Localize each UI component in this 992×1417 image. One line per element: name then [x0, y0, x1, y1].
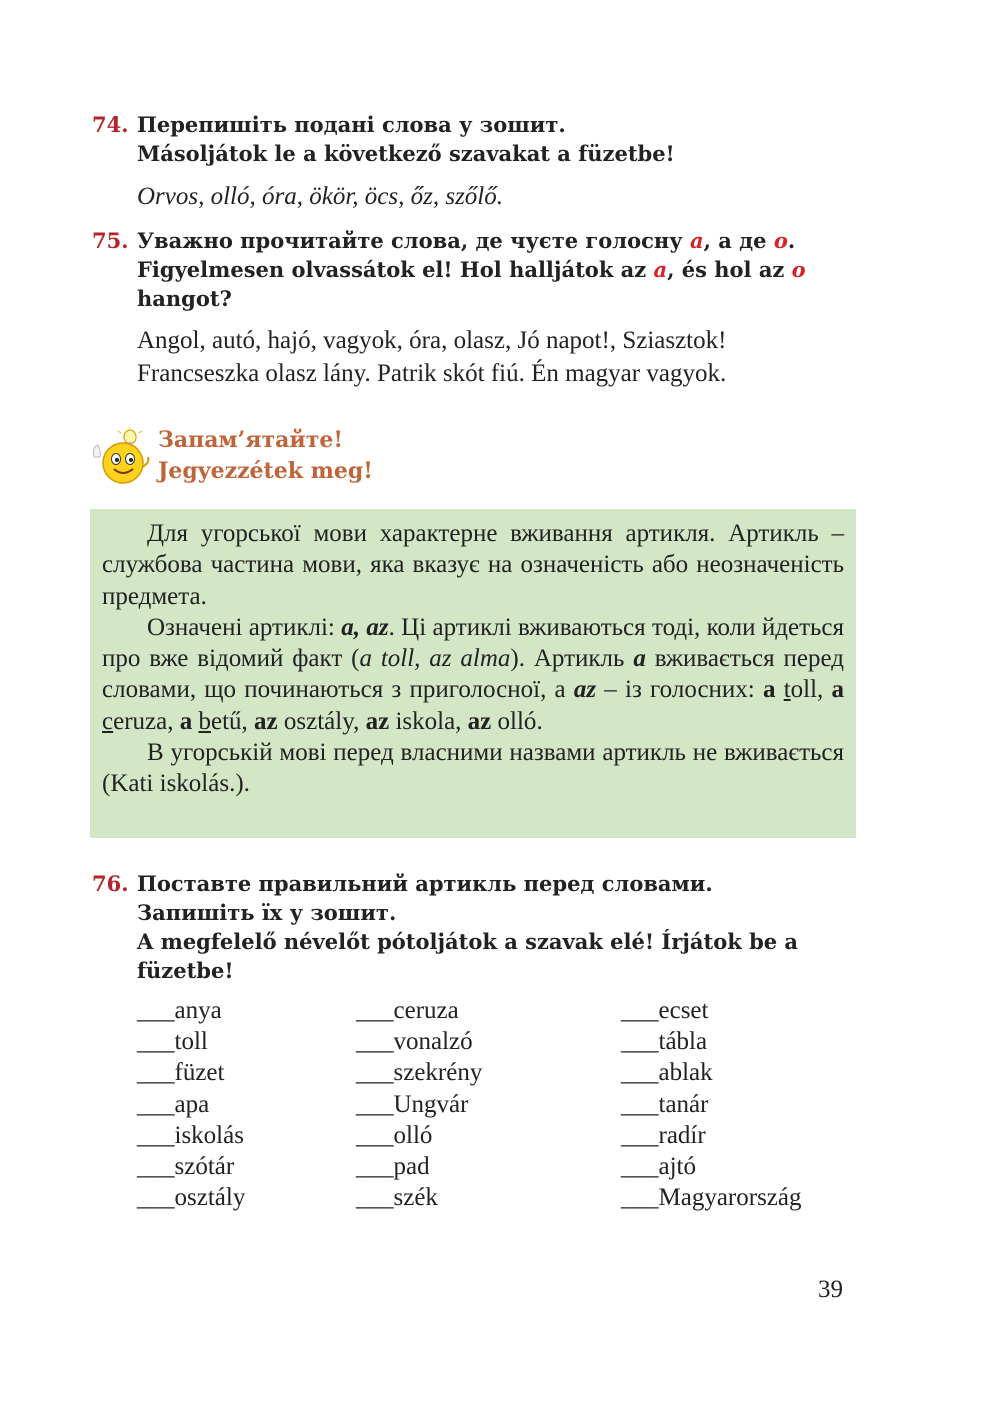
underlined-letter: c	[102, 707, 114, 735]
word-column-1	[137, 995, 245, 1213]
highlight-letter-o: o	[773, 228, 788, 253]
word-column-2	[356, 995, 482, 1213]
instruction-ukrainian-cont: Запишіть їх у зошит.	[137, 900, 397, 925]
rule-paragraph-2: Означені артиклі: a, az. Ці артиклі вживаються тоді, коли йдеться про вже відомий факт (a toll, az alma). Артикль a вживається перед словами, що починаються з приголосної, а az – із голосних: a toll, a ceruza, a betű, az osztály, az iskola, az olló.	[102, 613, 845, 735]
word-item: ___iskolás	[137, 1121, 244, 1149]
instruction-hungarian: Másoljátok le a következő szavakat a füzetbe!	[137, 141, 675, 166]
article-a: a	[633, 645, 646, 673]
text-part: , а де	[703, 228, 774, 253]
article-a: a	[179, 707, 193, 735]
word-item: ___Ungvár	[356, 1090, 469, 1118]
text-part: Уважно прочитайте слова, де чуєте голосну	[137, 228, 690, 253]
highlight-letter-a: a	[690, 228, 704, 253]
article-examples: a, az	[341, 613, 389, 641]
instruction-ukrainian: Поставте правильний артикль перед словами.	[137, 871, 713, 896]
word-item: ___osztály	[137, 1184, 246, 1212]
word-item: ___ajtó	[621, 1152, 696, 1180]
exercise-76-instructions	[92, 869, 852, 985]
word-item: ___olló	[356, 1121, 433, 1149]
text-part: etű	[210, 707, 242, 735]
text-line: Angol, autó, hajó, vagyok, óra, olasz, Jó napot!, Sziasztok!	[137, 327, 727, 354]
text-part: . Ці артиклі вживаються тоді, коли йдеться про вже відомий факт (	[102, 613, 845, 673]
remember-title-hungarian: Jegyezzétek meg!	[158, 458, 373, 484]
word-item: ___vonalzó	[356, 1028, 473, 1056]
remember-titles	[158, 425, 373, 487]
instruction-ukrainian	[137, 226, 852, 255]
text-part: osztály	[283, 707, 354, 735]
article-az: az	[573, 676, 597, 704]
text-part: .	[787, 228, 796, 253]
exercise-74-instructions	[92, 110, 852, 168]
instruction-hungarian-cont: füzetbe!	[137, 958, 234, 983]
article-az: az	[467, 707, 492, 735]
word-item: ___radír	[621, 1121, 706, 1149]
text-part: – із голосних:	[596, 676, 763, 704]
instruction-hungarian-cont: hangot?	[137, 286, 232, 311]
word-item: ___szótár	[137, 1152, 235, 1180]
word-item: ___anya	[137, 997, 222, 1024]
exercise-74-words: Orvos, olló, óra, ökör, öcs, őz, szőlő.	[137, 183, 503, 210]
text-part: iskola	[395, 707, 456, 735]
text-part: ). Артикль	[510, 645, 634, 673]
instruction-ukrainian: Перепишіть подані слова у зошит.	[137, 112, 566, 137]
instruction-hungarian	[137, 255, 852, 284]
text-part: Означені артиклі:	[147, 613, 342, 641]
word-item: ___füzet	[137, 1059, 225, 1087]
underlined-letter: b	[198, 707, 211, 735]
word-item: ___szekrény	[356, 1059, 483, 1087]
exercise-75	[92, 226, 852, 390]
exercise-74	[92, 110, 852, 213]
article-a: a	[831, 676, 845, 704]
word-item: ___toll	[137, 1028, 208, 1056]
word-item: ___pad	[356, 1152, 430, 1180]
text-part: , és hol az	[667, 257, 792, 282]
instruction-hungarian: A megfelelő névelőt pótoljátok a szavak elé! Írjátok be a	[137, 929, 799, 954]
highlight-letter-a: a	[653, 257, 668, 282]
word-item: ___szék	[356, 1184, 438, 1212]
exercise-75-text	[92, 324, 852, 390]
text-part: Figyelmesen olvassátok el! Hol halljátok az	[137, 257, 654, 282]
exercise-number: 76.	[92, 871, 129, 896]
article-az: az	[254, 707, 278, 735]
exercise-76	[92, 869, 852, 985]
rule-box	[90, 509, 856, 838]
smiley-lightbulb-icon	[90, 427, 152, 487]
word-item: ___ablak	[621, 1059, 713, 1087]
article-az: az	[365, 707, 390, 735]
exercise-number: 75.	[92, 228, 129, 253]
remember-title-ukrainian: Запам’ятайте!	[158, 427, 343, 453]
article-a: a	[762, 676, 776, 704]
rule-paragraph-1: Для угорської мови характерне вживання артикля. Артикль – службова частина мови, яка вказує на означеність або неозначеність предмета.	[102, 520, 844, 610]
remember-heading	[90, 425, 850, 495]
text-part: вживається перед словами, що починаються з приголосної, а	[102, 645, 844, 704]
highlight-letter-o: o	[791, 257, 806, 282]
exercise-75-instructions	[92, 226, 852, 313]
article-example-phrases: a toll, az alma	[359, 645, 511, 673]
word-grid	[137, 995, 857, 1215]
underlined-letter: t	[783, 676, 791, 704]
word-item: ___apa	[137, 1090, 210, 1118]
word-item: ___ecset	[621, 997, 709, 1024]
word-item: ___Magyarország	[621, 1184, 802, 1212]
text-part: eruza	[113, 707, 168, 735]
page-number: 39	[818, 1276, 843, 1303]
word-item: ___ceruza	[356, 997, 459, 1024]
text-line: Francseszka olasz lány. Patrik skót fiú. Én magyar vagyok.	[137, 360, 727, 387]
word-item: ___tanár	[621, 1090, 709, 1118]
rule-paragraph-3: В угорській мові перед власними назвами артикль не вживається (Kati iskolás.).	[102, 739, 844, 798]
text-part: oll	[790, 676, 818, 704]
word-item: ___tábla	[621, 1028, 708, 1056]
text-part: olló	[497, 707, 537, 735]
exercise-number: 74.	[92, 112, 129, 137]
word-column-3	[621, 995, 802, 1213]
